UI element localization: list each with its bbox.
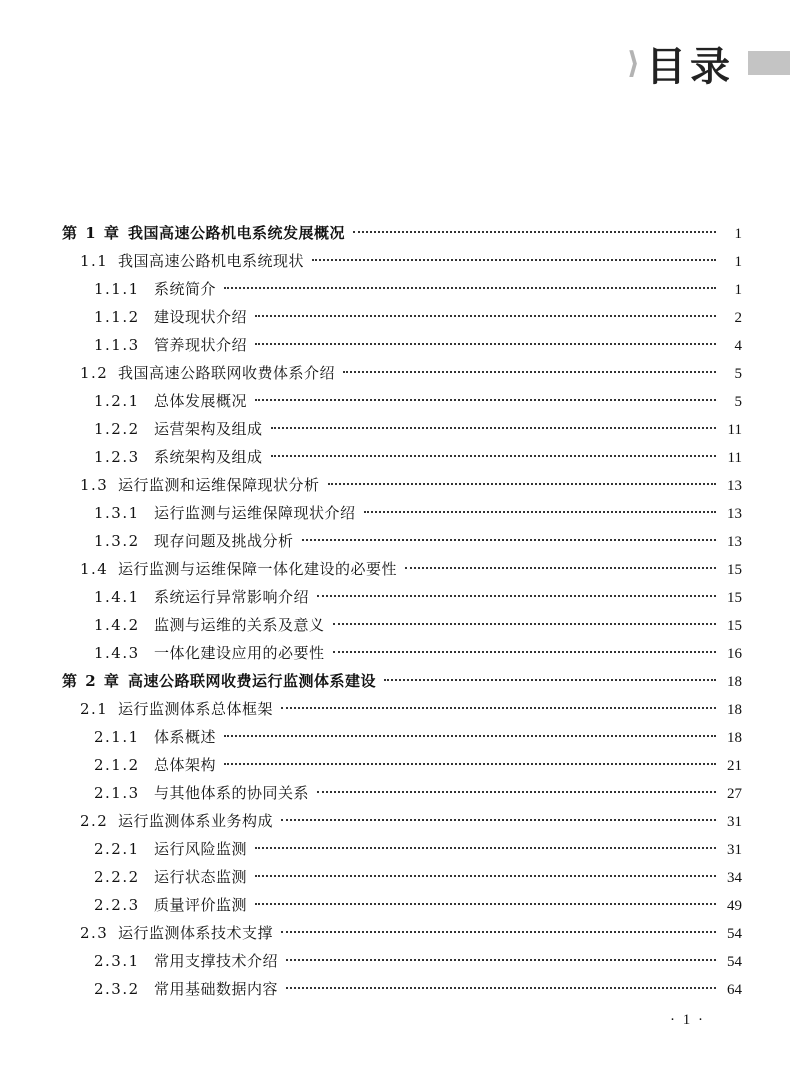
toc-leader-dots xyxy=(328,483,716,485)
toc-page-number: 34 xyxy=(727,870,742,886)
toc-entry-title: 运行监测体系业务构成 xyxy=(118,812,274,830)
toc-entry-number: 1.4.2 xyxy=(94,616,140,634)
toc-leader-dots xyxy=(281,819,716,821)
toc-page-number: 13 xyxy=(727,478,742,494)
toc-leader-dots xyxy=(333,623,716,625)
toc-entry-number: 1.1.1 xyxy=(94,280,140,298)
toc-page-number: 13 xyxy=(727,506,742,522)
toc-leader-dots xyxy=(271,455,716,457)
toc-subsection-row[interactable] xyxy=(62,723,742,751)
toc-leader-dots xyxy=(384,679,716,681)
toc-section-row[interactable] xyxy=(62,919,742,947)
toc-entry-number: 1.2.2 xyxy=(94,420,140,438)
toc-leader-dots xyxy=(333,651,716,653)
toc-entry-number: 2.1 xyxy=(80,700,109,718)
toc-page-number: 1 xyxy=(734,282,742,298)
toc-page-number: 15 xyxy=(727,590,742,606)
toc-subsection-row[interactable] xyxy=(62,443,742,471)
toc-section-row[interactable] xyxy=(62,247,742,275)
toc-subsection-row[interactable] xyxy=(62,415,742,443)
toc-entry-number: 1.2 xyxy=(80,364,109,382)
toc-section-row[interactable] xyxy=(62,807,742,835)
toc-leader-dots xyxy=(255,847,716,849)
toc-subsection-row[interactable] xyxy=(62,387,742,415)
toc-subsection-row[interactable] xyxy=(62,331,742,359)
toc-entry-title: 系统运行异常影响介绍 xyxy=(154,588,310,606)
toc-entry-title: 与其他体系的协同关系 xyxy=(154,784,310,802)
toc-entry-title: 高速公路联网收费运行监测体系建设 xyxy=(128,672,377,690)
toc-entry-number: 2.1.1 xyxy=(94,728,140,746)
toc-entry-title: 运行监测与运维保障一体化建设的必要性 xyxy=(118,560,398,578)
toc-page-number: 11 xyxy=(727,422,742,438)
toc-entry-title: 运行状态监测 xyxy=(154,868,248,886)
toc-entry-title: 我国高速公路机电系统发展概况 xyxy=(128,224,346,242)
toc-entry-number: 第 2 章 xyxy=(62,672,121,690)
toc-subsection-row[interactable] xyxy=(62,835,742,863)
toc-leader-dots xyxy=(302,539,716,541)
toc-entry-number: 1.3.1 xyxy=(94,504,140,522)
toc-page-number: 31 xyxy=(727,814,742,830)
toc-leader-dots xyxy=(317,595,716,597)
toc-page-number: 21 xyxy=(727,758,742,774)
toc-leader-dots xyxy=(255,903,716,905)
toc-subsection-row[interactable] xyxy=(62,891,742,919)
toc-entry-number: 2.2.3 xyxy=(94,896,140,914)
toc-entry-title: 运行监测体系技术支撑 xyxy=(118,924,274,942)
toc-leader-dots xyxy=(224,735,716,737)
toc-entry-title: 监测与运维的关系及意义 xyxy=(154,616,325,634)
toc-section-row[interactable] xyxy=(62,695,742,723)
page-folio: · 1 · xyxy=(670,1012,705,1028)
toc-entry-title: 运营架构及组成 xyxy=(154,420,263,438)
toc-leader-dots xyxy=(353,231,716,233)
toc-entry-number: 1.3.2 xyxy=(94,532,140,550)
toc-entry-number: 2.3.2 xyxy=(94,980,140,998)
toc-page-number: 5 xyxy=(734,394,742,410)
toc-page-number: 13 xyxy=(727,534,742,550)
toc-entry-number: 2.1.3 xyxy=(94,784,140,802)
toc-leader-dots xyxy=(281,931,716,933)
toc-entry-number: 2.3 xyxy=(80,924,109,942)
toc-section-row[interactable] xyxy=(62,359,742,387)
toc-entry-title: 运行风险监测 xyxy=(154,840,248,858)
toc-leader-dots xyxy=(286,959,716,961)
toc-entry-title: 运行监测与运维保障现状介绍 xyxy=(154,504,356,522)
toc-entry-title: 体系概述 xyxy=(154,728,217,746)
toc-entry-number: 2.3.1 xyxy=(94,952,140,970)
toc-chapter-row[interactable] xyxy=(62,667,742,695)
toc-subsection-row[interactable] xyxy=(62,751,742,779)
toc-entry-number: 2.2.1 xyxy=(94,840,140,858)
toc-entry-number: 第 1 章 xyxy=(62,224,121,242)
toc-page-number: 1 xyxy=(734,254,742,270)
toc-page-number: 11 xyxy=(727,450,742,466)
toc-page-number: 64 xyxy=(727,982,742,998)
table-of-contents xyxy=(62,219,742,1003)
toc-page-number: 4 xyxy=(734,338,742,354)
toc-entry-title: 我国高速公路联网收费体系介绍 xyxy=(118,364,336,382)
toc-page-number: 1 xyxy=(734,226,742,242)
toc-subsection-row[interactable] xyxy=(62,611,742,639)
toc-leader-dots xyxy=(364,511,716,513)
toc-entry-title: 管养现状介绍 xyxy=(154,336,248,354)
toc-entry-title: 常用基础数据内容 xyxy=(154,980,279,998)
toc-section-row[interactable] xyxy=(62,471,742,499)
toc-leader-dots xyxy=(255,315,716,317)
toc-entry-number: 1.1.3 xyxy=(94,336,140,354)
toc-subsection-row[interactable] xyxy=(62,527,742,555)
toc-page-number: 5 xyxy=(734,366,742,382)
toc-leader-dots xyxy=(405,567,716,569)
toc-leader-dots xyxy=(255,399,716,401)
toc-page-number: 49 xyxy=(727,898,742,914)
toc-subsection-row[interactable] xyxy=(62,639,742,667)
toc-section-row[interactable] xyxy=(62,555,742,583)
toc-leader-dots xyxy=(224,287,716,289)
toc-leader-dots xyxy=(255,343,716,345)
toc-leader-dots xyxy=(343,371,716,373)
toc-leader-dots xyxy=(255,875,716,877)
toc-entry-title: 总体架构 xyxy=(154,756,217,774)
toc-entry-title: 系统简介 xyxy=(154,280,217,298)
toc-leader-dots xyxy=(317,791,716,793)
toc-leader-dots xyxy=(271,427,716,429)
toc-entry-number: 2.2.2 xyxy=(94,868,140,886)
page-header xyxy=(627,38,790,88)
double-chevron-icon: ⟩⟩ xyxy=(626,45,630,81)
toc-subsection-row[interactable] xyxy=(62,863,742,891)
toc-entry-title: 常用支撑技术介绍 xyxy=(154,952,279,970)
toc-entry-number: 1.1 xyxy=(80,252,109,270)
toc-page-number: 54 xyxy=(727,926,742,942)
toc-subsection-row[interactable] xyxy=(62,583,742,611)
page-title: 目录 xyxy=(646,43,734,90)
toc-page-number: 54 xyxy=(727,954,742,970)
toc-entry-number: 1.3 xyxy=(80,476,109,494)
toc-entry-title: 建设现状介绍 xyxy=(154,308,248,326)
toc-entry-title: 一体化建设应用的必要性 xyxy=(154,644,325,662)
toc-page-number: 2 xyxy=(734,310,742,326)
toc-page-number: 27 xyxy=(727,786,742,802)
toc-entry-title: 总体发展概况 xyxy=(154,392,248,410)
title-bar-decoration xyxy=(748,51,790,75)
toc-leader-dots xyxy=(312,259,716,261)
toc-entry-number: 1.1.2 xyxy=(94,308,140,326)
toc-entry-title: 现存问题及挑战分析 xyxy=(154,532,294,550)
toc-page-number: 18 xyxy=(727,730,742,746)
toc-subsection-row[interactable] xyxy=(62,779,742,807)
toc-subsection-row[interactable] xyxy=(62,499,742,527)
toc-entry-number: 1.4 xyxy=(80,560,109,578)
toc-page-number: 18 xyxy=(727,702,742,718)
toc-page-number: 31 xyxy=(727,842,742,858)
toc-entry-number: 1.4.1 xyxy=(94,588,140,606)
toc-entry-title: 我国高速公路机电系统现状 xyxy=(118,252,305,270)
toc-page-number: 15 xyxy=(727,562,742,578)
toc-entry-number: 1.4.3 xyxy=(94,644,140,662)
toc-subsection-row[interactable] xyxy=(62,947,742,975)
toc-entry-title: 运行监测和运维保障现状分析 xyxy=(118,476,320,494)
toc-entry-title: 系统架构及组成 xyxy=(154,448,263,466)
toc-leader-dots xyxy=(281,707,716,709)
toc-entry-number: 1.2.1 xyxy=(94,392,140,410)
toc-entry-title: 运行监测体系总体框架 xyxy=(118,700,274,718)
toc-chapter-row[interactable] xyxy=(62,219,742,247)
toc-page-number: 15 xyxy=(727,618,742,634)
toc-entry-number: 2.1.2 xyxy=(94,756,140,774)
toc-subsection-row[interactable] xyxy=(62,303,742,331)
toc-subsection-row[interactable] xyxy=(62,275,742,303)
toc-leader-dots xyxy=(224,763,716,765)
toc-page-number: 16 xyxy=(727,646,742,662)
toc-entry-number: 1.2.3 xyxy=(94,448,140,466)
toc-page-number: 18 xyxy=(727,674,742,690)
toc-entry-title: 质量评价监测 xyxy=(154,896,248,914)
toc-subsection-row[interactable] xyxy=(62,975,742,1003)
toc-entry-number: 2.2 xyxy=(80,812,109,830)
toc-leader-dots xyxy=(286,987,716,989)
